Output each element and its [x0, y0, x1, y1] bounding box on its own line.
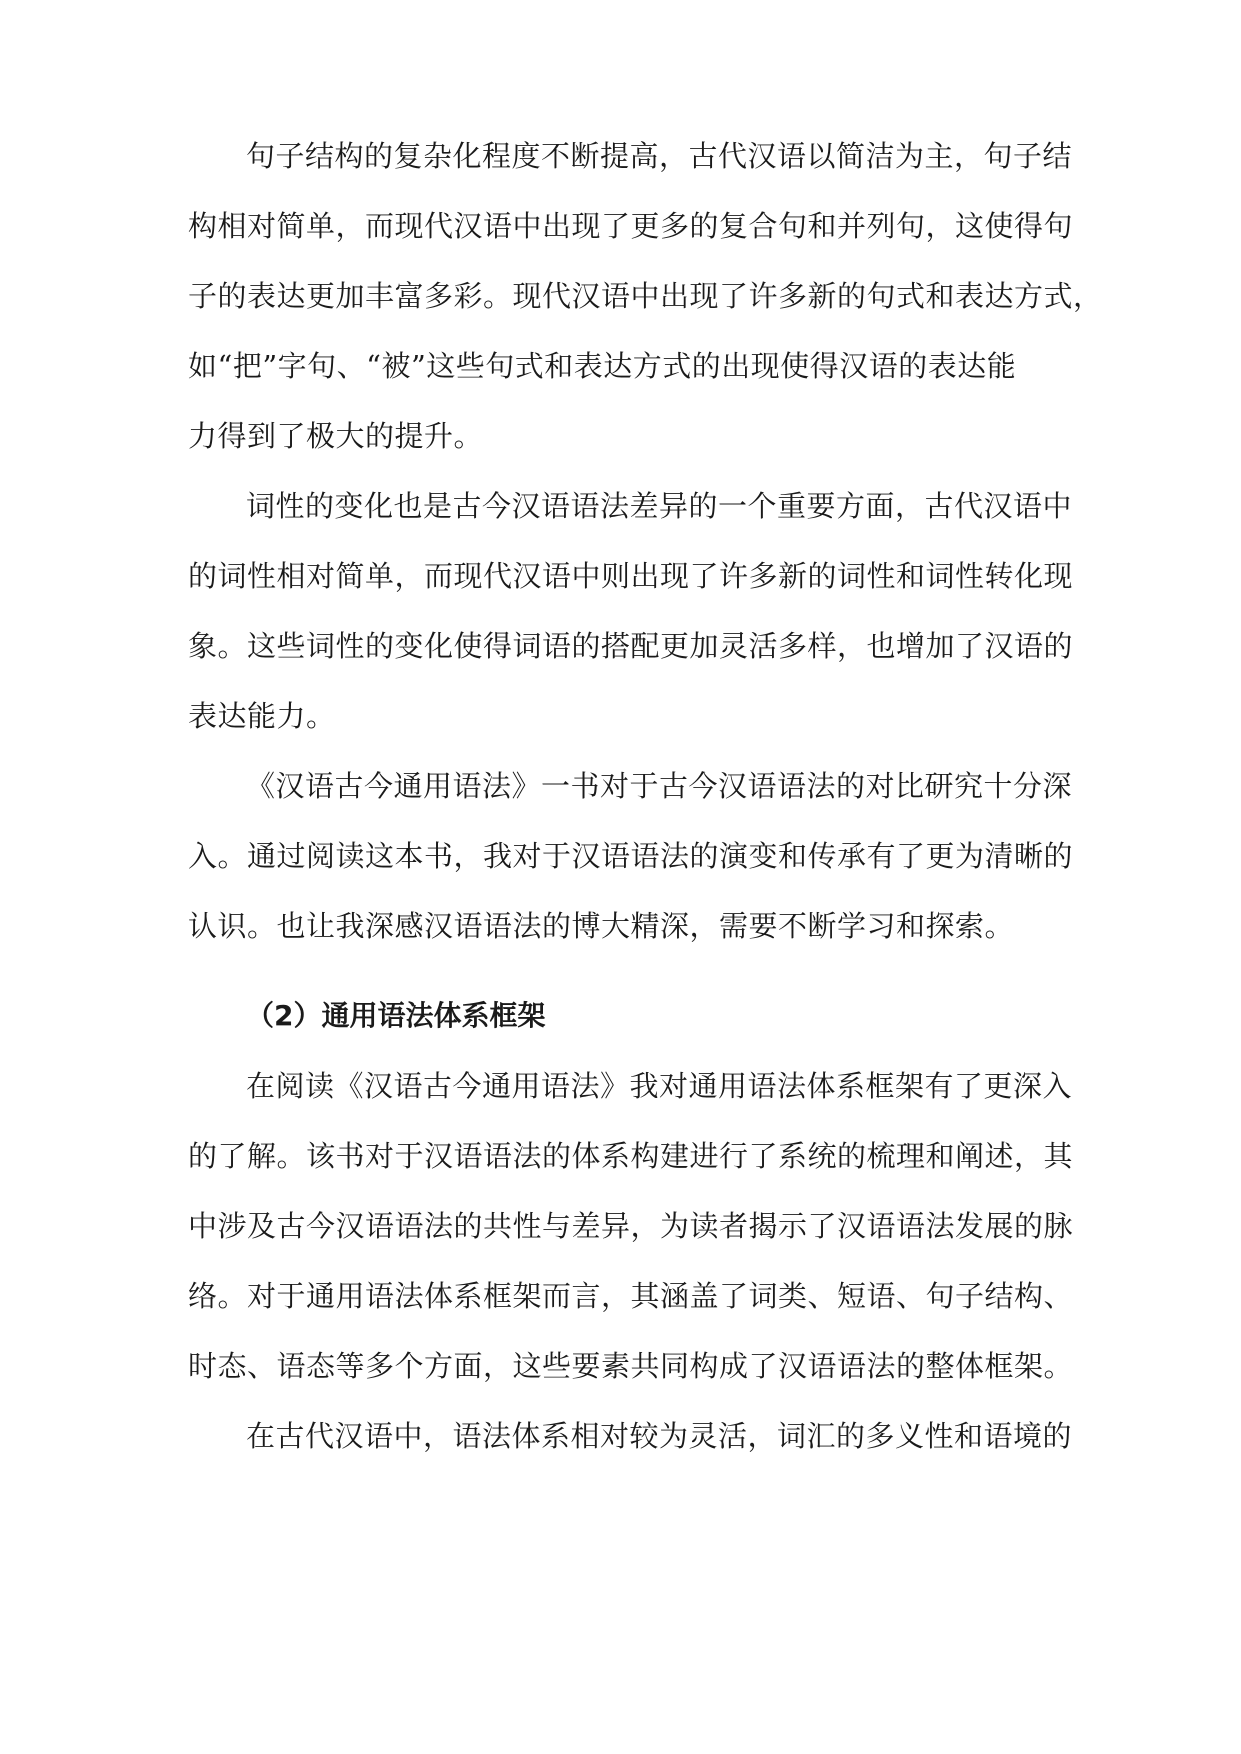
section-paragraph-1-line-4: 络。对于通用语法体系框架而言，其涵盖了词类、短语、句子结构、: [188, 1279, 1074, 1313]
section-heading: （2）通用语法体系框架: [246, 999, 546, 1032]
paragraph-1-line-3: 子的表达更加丰富多彩。现代汉语中出现了许多新的句式和表达方式，: [188, 279, 1103, 313]
paragraph-1-line-2: 构相对简单，而现代汉语中出现了更多的复合句和并列句，这使得句: [188, 209, 1074, 243]
paragraph-2-line-2: 的词性相对简单，而现代汉语中则出现了许多新的词性和词性转化现: [188, 559, 1074, 593]
paragraph-2-line-3: 象。这些词性的变化使得词语的搭配更加灵活多样，也增加了汉语的: [188, 629, 1074, 663]
section-paragraph-1-line-3: 中涉及古今汉语语法的共性与差异，为读者揭示了汉语语法发展的脉: [188, 1209, 1074, 1243]
paragraph-3-line-3: 认识。也让我深感汉语语法的博大精深，需要不断学习和探索。: [188, 909, 1015, 943]
paragraph-2-line-1: 词性的变化也是古今汉语语法差异的一个重要方面，古代汉语中: [246, 489, 1073, 523]
paragraph-2-line-4: 表达能力。: [188, 699, 336, 733]
paragraph-1-line-5: 力得到了极大的提升。: [188, 419, 484, 453]
paragraph-1-line-1: 句子结构的复杂化程度不断提高，古代汉语以简洁为主，句子结: [246, 139, 1073, 173]
section-paragraph-1-line-2: 的了解。该书对于汉语语法的体系构建进行了系统的梳理和阐述，其: [188, 1139, 1074, 1173]
paragraph-3-line-2: 入。通过阅读这本书，我对于汉语语法的演变和传承有了更为清晰的: [188, 839, 1074, 873]
paragraph-1-line-4: 如“把”字句、“被”这些句式和表达方式的出现使得汉语的表达能: [188, 349, 1017, 383]
section-paragraph-2-line-1: 在古代汉语中，语法体系相对较为灵活，词汇的多义性和语境的: [246, 1419, 1073, 1453]
section-paragraph-1-line-5: 时态、语态等多个方面，这些要素共同构成了汉语语法的整体框架。: [188, 1349, 1074, 1383]
section-paragraph-1-line-1: 在阅读《汉语古今通用语法》我对通用语法体系框架有了更深入: [246, 1069, 1073, 1103]
paragraph-3-line-1: 《汉语古今通用语法》一书对于古今汉语语法的对比研究十分深: [246, 769, 1073, 803]
